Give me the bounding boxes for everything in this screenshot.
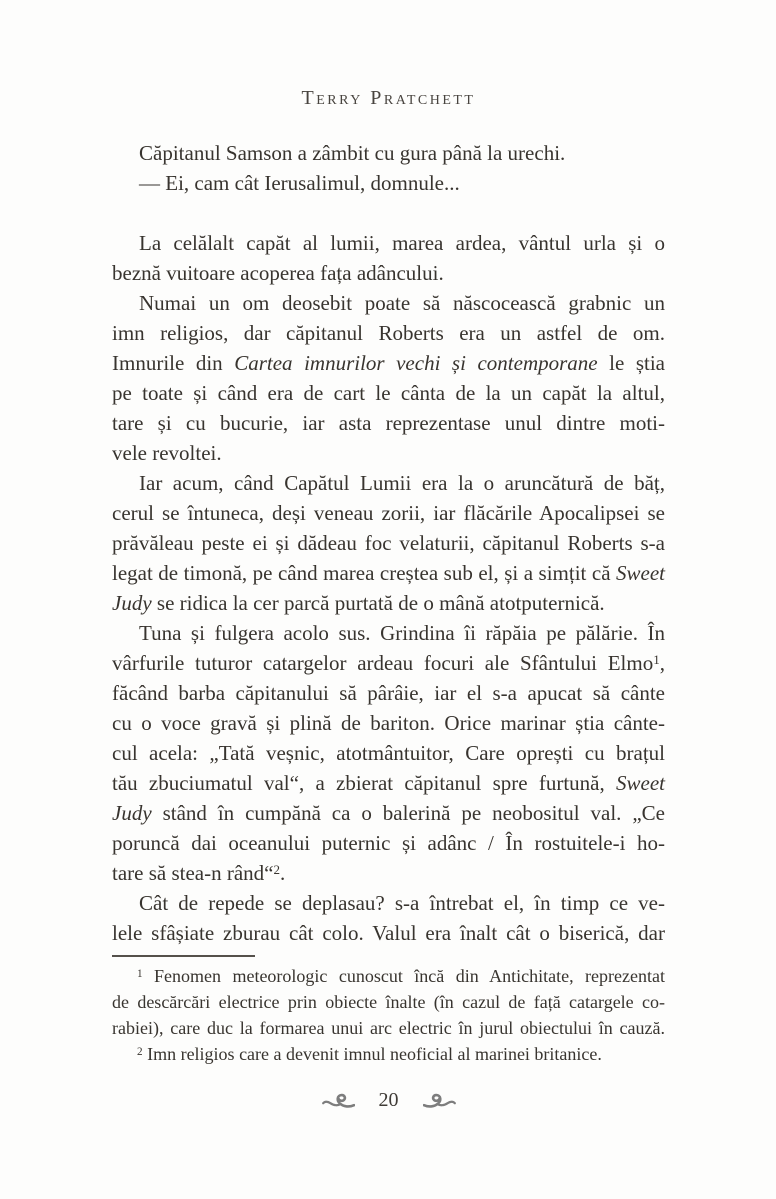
text-line <box>112 468 665 498</box>
text-line <box>112 888 665 918</box>
text-line <box>112 528 665 558</box>
text-line <box>112 963 665 989</box>
paragraph <box>112 168 665 198</box>
text-line <box>112 168 665 198</box>
text-line <box>112 648 665 678</box>
text-segment: rabiei), care duc la formarea unui arc electric în jurul obiectului în cauză. <box>112 1018 665 1038</box>
text-line <box>112 138 665 168</box>
paragraph <box>112 228 665 288</box>
text-segment: tare și cu bucurie, iar asta reprezentase unul dintre moti- <box>112 411 665 435</box>
text-segment: lele sfâșiate zburau cât colo. Valul era înalt cât o biserică, dar <box>112 921 665 945</box>
text-line <box>112 678 665 708</box>
text-line <box>112 828 665 858</box>
text-line <box>112 1015 665 1041</box>
text-line <box>112 318 665 348</box>
text-segment: , <box>659 651 665 675</box>
text-segment: Imn religios care a devenit imnul neoficial al marinei britanice. <box>142 1044 602 1064</box>
paragraph <box>112 138 665 168</box>
paragraph <box>112 963 665 1041</box>
text-segment: Judy <box>112 801 152 825</box>
text-line <box>112 989 665 1015</box>
text-line <box>112 798 665 828</box>
text-segment: . <box>280 861 286 885</box>
text-segment: Imnurile din <box>112 351 235 375</box>
paragraph <box>112 1041 665 1067</box>
text-line <box>112 738 665 768</box>
fleuron-left-icon <box>322 1092 355 1110</box>
text-segment: Iar acum, când Capătul Lumii era la o aruncătură de băț, <box>139 471 665 495</box>
text-segment: cul acela: „Tată veșnic, atotmântuitor, Care oprești cu brațul <box>112 741 665 765</box>
text-segment: Cartea imnurilor vechi și contemporane <box>234 351 598 375</box>
footnote-ref: 2 <box>137 1045 143 1058</box>
text-line <box>112 348 665 378</box>
text-segment: Sweet <box>616 771 665 795</box>
fleuron-right-icon <box>423 1092 456 1110</box>
text-segment: făcând barba căpitanului să pârâie, iar el s-a apucat să cânte <box>112 681 665 705</box>
text-line <box>112 228 665 258</box>
text-line <box>112 918 665 948</box>
text-line <box>112 708 665 738</box>
text-segment: vârfurile tuturor catargelor ardeau focuri ale Sfântului Elmo <box>112 651 654 675</box>
text-segment: La celălalt capăt al lumii, marea ardea, vântul urla și o <box>139 231 665 255</box>
body-text <box>112 138 665 948</box>
text-segment: Cât de repede se deplasau? s-a întrebat el, în timp ce ve- <box>139 891 665 915</box>
text-segment: cu o voce gravă și plină de bariton. Orice marinar știa cânte- <box>112 711 665 735</box>
text-segment: tare să stea-n rând“ <box>112 861 274 885</box>
text-line <box>112 378 665 408</box>
text-line <box>112 558 665 588</box>
text-segment: se ridica la cer parcă purtată de o mână atotputernică. <box>151 591 605 615</box>
footnotes <box>112 963 665 1067</box>
footnote-ref: 2 <box>273 862 281 878</box>
text-line <box>112 858 665 888</box>
text-segment: Fenomen meteorologic cunoscut încă din Antichitate, reprezentat <box>142 966 665 986</box>
text-segment: Căpitanul Samson a zâmbit cu gura până la urechi. <box>139 141 566 165</box>
footnote-separator <box>112 955 255 957</box>
text-segment: le știa <box>597 351 665 375</box>
text-line <box>112 618 665 648</box>
text-segment: legat de timonă, pe când marea creștea sub el, și a simțit că <box>112 561 617 585</box>
text-line <box>112 1041 665 1067</box>
text-segment: Judy <box>112 591 152 615</box>
text-line <box>112 438 665 468</box>
text-segment: Tuna și fulgera acolo sus. Grindina îi răpăia pe pălărie. În <box>139 621 665 645</box>
text-segment: beznă vuitoare acoperea fața adâncului. <box>112 261 444 285</box>
paragraph <box>112 468 665 618</box>
text-line <box>112 498 665 528</box>
paragraph <box>112 888 665 948</box>
text-segment: tău zbuciumatul val“, a zbierat căpitanul spre furtună, <box>112 771 617 795</box>
text-line <box>112 768 665 798</box>
text-segment: — Ei, cam cât Ierusalimul, domnule... <box>139 171 460 195</box>
text-line <box>112 588 665 618</box>
text-segment: stând în cumpănă ca o balerină pe neobositul val. „Ce <box>151 801 665 825</box>
text-segment: cerul se întuneca, deși veneau zorii, iar flăcările Apocalipsei se <box>112 501 665 525</box>
footnote-ref: 1 <box>137 967 143 980</box>
text-line <box>112 288 665 318</box>
text-segment: vele revoltei. <box>112 441 222 465</box>
text-segment: Numai un om deosebit poate să născocească grabnic un <box>139 291 665 315</box>
text-segment: poruncă dai oceanului puternic și adânc / În rostuitele-i ho- <box>112 831 665 855</box>
running-header-author: Terry Pratchett <box>301 87 476 109</box>
text-segment: de descărcări electrice prin obiecte înalte (în cazul de față catargele co- <box>112 992 665 1012</box>
paragraph <box>112 618 665 888</box>
text-line <box>112 258 665 288</box>
footnote-ref: 1 <box>653 652 660 668</box>
text-line <box>112 408 665 438</box>
text-segment: prăvăleau peste ei și dădeau foc velaturii, căpitanul Roberts s-a <box>112 531 665 555</box>
paragraph <box>112 288 665 468</box>
text-segment: pe toate și când era de cart le cânta de la un capăt la altul, <box>112 381 665 405</box>
text-segment: Sweet <box>616 561 665 585</box>
text-segment: imn religios, dar căpitanul Roberts era un astfel de om. <box>112 321 665 345</box>
page-footer <box>112 1089 665 1112</box>
page-number: 20 <box>378 1089 399 1111</box>
